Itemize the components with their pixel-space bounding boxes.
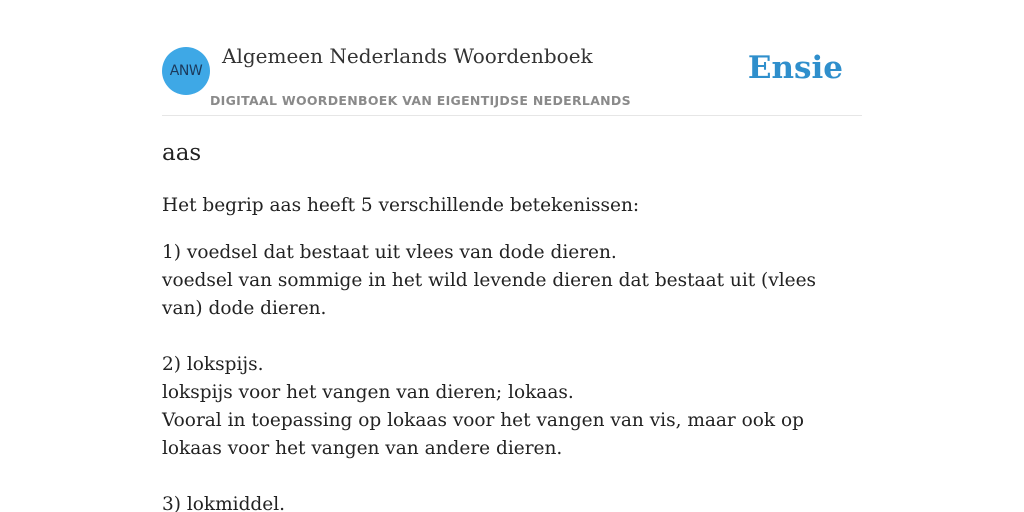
meaning-definition: voedsel van sommige in het wild levende dieren dat bestaat uit (vlees van) dode dieren. — [162, 270, 817, 319]
meaning-heading: 1) voedsel dat bestaat uit vlees van dode dieren. — [162, 242, 617, 263]
ensie-brand-link[interactable]: Ensie — [747, 50, 843, 86]
meaning-definition: lokspijs voor het vangen van dieren; lokaas. — [162, 382, 574, 403]
meaning-item — [162, 491, 862, 512]
meaning-item — [162, 239, 862, 323]
site-title[interactable]: Algemeen Nederlands Woordenboek — [222, 44, 593, 68]
site-header — [162, 0, 862, 116]
meaning-item — [162, 351, 862, 463]
anw-logo[interactable]: ANW — [162, 47, 210, 95]
meanings-intro: Het begrip aas heeft 5 verschillende betekenissen: — [162, 195, 640, 216]
meaning-note: Vooral in toepassing op lokaas voor het vangen van vis, maar ook op lokaas voor het vangen van andere dieren. — [162, 410, 804, 459]
content-container — [162, 0, 862, 512]
meaning-heading: 2) lokspijs. — [162, 354, 264, 375]
meaning-heading: 3) lokmiddel. — [162, 494, 286, 512]
headword: aas — [162, 140, 202, 166]
site-subtitle: DIGITAAL WOORDENBOEK VAN EIGENTIJDSE NEDERLANDS — [210, 93, 631, 108]
meanings-list — [162, 239, 862, 512]
